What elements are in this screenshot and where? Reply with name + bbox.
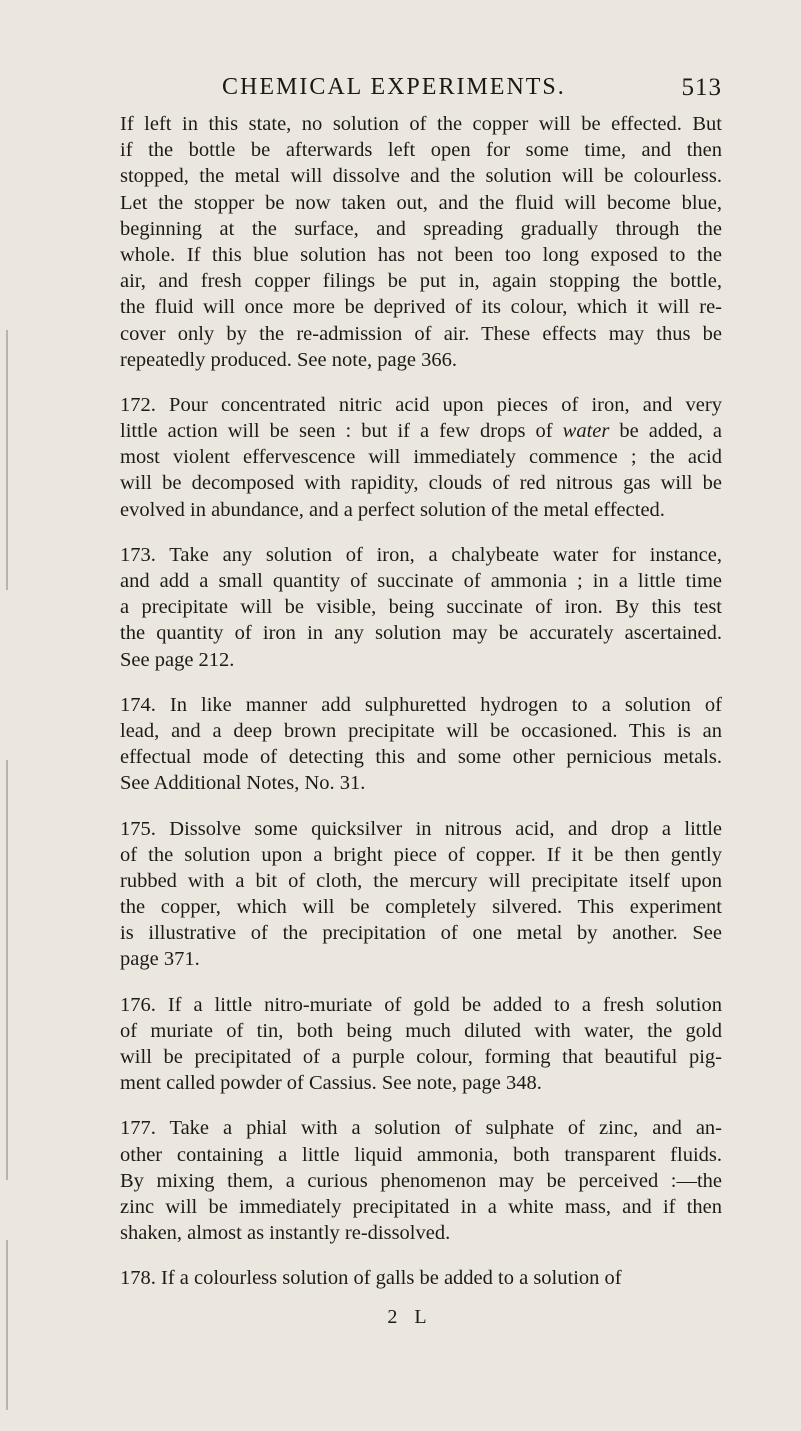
text-line: the copper, which will be completely silvered. This experiment xyxy=(120,896,722,919)
paragraph-gap xyxy=(120,523,722,542)
text-line: most violent effervescence will immediately commence ; the acid xyxy=(120,446,722,469)
text-line: of muriate of tin, both being much diluted with water, the gold xyxy=(120,1019,722,1042)
text-line: If left in this state, no solution of the copper will be effected. But xyxy=(120,113,722,135)
text-line: effectual mode of detecting this and some other pernicious metals. xyxy=(120,746,722,769)
text-line: evolved in abundance, and a perfect solution of the metal effected. xyxy=(120,498,665,521)
paragraph-175 xyxy=(120,816,722,973)
paragraph-cont xyxy=(120,111,722,373)
text-line: rubbed with a bit of cloth, the mercury will precipitate itself upon xyxy=(120,869,722,892)
text-line: 175. Dissolve some quicksilver in nitrous acid, and drop a little xyxy=(120,817,722,840)
signature-mark: 2 L xyxy=(387,1306,433,1328)
text-line: cover only by the re-admission of air. These effects may thus be xyxy=(120,322,722,345)
text-line: 177. Take a phial with a solution of sulphate of zinc, and an- xyxy=(120,1117,722,1140)
paragraph-176 xyxy=(120,992,722,1097)
page-edge-shadow xyxy=(6,760,8,1180)
page-number: 513 xyxy=(681,74,722,101)
paragraph-gap xyxy=(120,973,722,992)
text-line: a precipitate will be visible, being succinate of iron. By this test xyxy=(120,596,722,619)
text-line: is illustrative of the precipitation of one metal by another. See xyxy=(120,922,722,945)
text-line: whole. If this blue solution has not been too long exposed to the xyxy=(120,243,722,266)
paragraph-173 xyxy=(120,542,722,673)
text-line: will be decomposed with rapidity, clouds of red nitrous gas will be xyxy=(120,472,722,495)
text-line: 173. Take any solution of iron, a chalybeate water for instance, xyxy=(120,543,722,566)
text-line: beginning at the surface, and spreading gradually through the xyxy=(120,217,722,240)
text-line: repeatedly produced. See note, page 366. xyxy=(120,348,457,371)
text-line: zinc will be immediately precipitated in a white mass, and if then xyxy=(120,1195,722,1218)
paragraph-174 xyxy=(120,692,722,797)
text-line: 174. In like manner add sulphuretted hydrogen to a solution of xyxy=(120,693,722,716)
text-line: air, and fresh copper filings be put in, again stopping the bottle, xyxy=(120,270,722,293)
text-line: will be precipitated of a purple colour, forming that beautiful pig- xyxy=(120,1046,722,1068)
paragraph-177 xyxy=(120,1115,722,1246)
text-line: 172. Pour concentrated nitric acid upon pieces of iron, and very xyxy=(120,393,722,416)
text-line: page 371. xyxy=(120,948,200,971)
page-edge-shadow xyxy=(6,1240,8,1410)
running-head xyxy=(222,74,722,104)
text-line: See page 212. xyxy=(120,648,235,671)
text-line: of the solution upon a bright piece of copper. If it be then gently xyxy=(120,843,722,866)
running-title: CHEMICAL EXPERIMENTS. xyxy=(222,74,566,100)
text-line: Let the stopper be now taken out, and the fluid will become blue, xyxy=(120,191,722,214)
paragraph-172 xyxy=(120,392,722,523)
text-line: little action will be seen : but if a few drops of water be added, a xyxy=(120,420,722,443)
text-line: and add a small quantity of succinate of ammonia ; in a little time xyxy=(120,570,722,592)
text-line: 176. If a little nitro-muriate of gold be added to a fresh solution xyxy=(120,993,722,1016)
text-line: 178. If a colourless solution of galls be added to a solution of xyxy=(120,1267,622,1290)
paragraph-gap xyxy=(120,373,722,392)
text-line: the fluid will once more be deprived of its colour, which it will re- xyxy=(120,296,722,319)
text-line: shaken, almost as instantly re-dissolved. xyxy=(120,1222,451,1245)
paragraph-gap xyxy=(120,673,722,692)
paragraph-gap xyxy=(120,1246,722,1265)
text-line: ment called powder of Cassius. See note, page 348. xyxy=(120,1072,542,1095)
text-line: lead, and a deep brown precipitate will be occasioned. This is an xyxy=(120,719,722,742)
text-line: stopped, the metal will dissolve and the solution will be colourless. xyxy=(120,165,722,188)
text-line: if the bottle be afterwards left open for some time, and then xyxy=(120,139,722,162)
paragraph-gap xyxy=(120,797,722,816)
text-line: See Additional Notes, No. 31. xyxy=(120,772,366,795)
text-line: other containing a little liquid ammonia, both transparent fluids. xyxy=(120,1143,722,1166)
paragraph-gap xyxy=(120,1096,722,1115)
text-line: By mixing them, a curious phenomenon may be perceived :—the xyxy=(120,1169,722,1192)
paragraph-178 xyxy=(120,1265,722,1291)
text-line: the quantity of iron in any solution may be accurately ascertained. xyxy=(120,622,722,645)
page-body xyxy=(120,111,722,1292)
page-edge-shadow xyxy=(6,330,8,590)
